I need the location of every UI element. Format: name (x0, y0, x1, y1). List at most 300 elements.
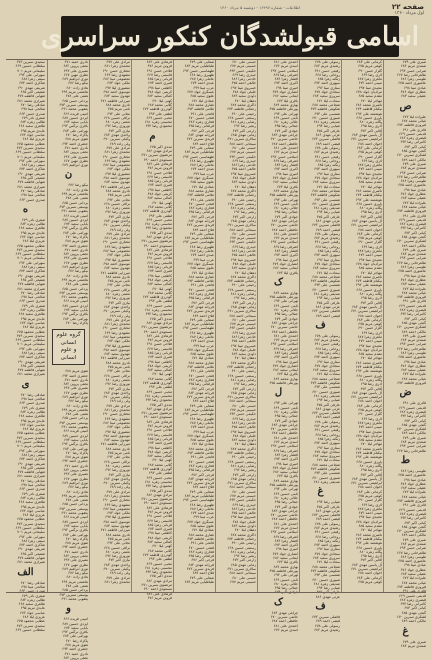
name-entry: امیری مینا ۶۹۸ (275, 257, 298, 262)
name-entry: مرادی مهدی ۶۸۶ (146, 578, 172, 583)
name-entry: انصاری جواد ۶۷۹ (272, 551, 298, 556)
name-entry: خسروی مینا ۶۹۷ (230, 171, 256, 176)
name-entry: فاتحی علی ۶۹۱ (190, 369, 214, 374)
name-entry: قادری علی ۶۹۱ (402, 127, 426, 132)
name-entry: فاضلی نسرین ۶۷۲ (311, 411, 340, 416)
name-entry: محبی حسین ۶۶۹ (146, 303, 172, 308)
name-entry: مرتضوی نسرین ۶۷۱ (141, 239, 172, 244)
name-entry: مختاری حسن ۶۹۰ (102, 498, 130, 503)
name-entry: کرمانی علی ۶۸۳ (356, 575, 382, 580)
name-entry: طهماسبی حسن ۶۹۲ (182, 240, 214, 245)
name-entry: شیرازی محمد ۶۸۱ (17, 474, 45, 479)
name-entry: حسنی علی ۶۸۰ (232, 489, 256, 494)
name-entry: حکیمی حسن ۶۹۳ (229, 412, 256, 417)
name-entry: عاشوری احمد ۶۷۵ (398, 183, 426, 188)
name-entry: کمالی سعید ۶۸۴ (147, 282, 172, 287)
name-entry: سالاری نسرین ۶۷۱ (227, 309, 256, 314)
name-entry: مرادی علی ۶۷۷ (106, 145, 130, 150)
name-entry: زارعی اکبر ۶۷۳ (232, 300, 256, 305)
name-entry: پورعلی فاطمه ۶۷۵ (269, 568, 298, 573)
name-entry: فریدی نسرین ۶۷۲ (186, 567, 214, 572)
name-entry: کرمانی علی ۶۸۳ (356, 489, 382, 494)
name-entry: سیفی زهرا ۶۸۸ (21, 163, 45, 168)
name-entry: یگانه زهره ۶۸۰ (359, 377, 382, 382)
name-entry: بهرامی علی ۶۸۳ (63, 446, 88, 451)
name-entry: منصوری لیلا ۶۹۷ (105, 515, 130, 520)
name-entry: شجاعی محمد ۶۸۸ (312, 376, 340, 381)
name-column (49, 60, 88, 660)
name-entry: ولی زاده ۶۸۹ (109, 141, 130, 146)
name-entry: باقری نرگس ۶۹۲ (62, 124, 88, 129)
name-entry: موسوی احمد ۶۷۸ (103, 519, 130, 524)
name-entry: کاظمی مینا ۶۹۸ (147, 273, 172, 278)
name-entry: دهقان لیلا ۶۷۰ (234, 442, 256, 447)
group-label-line: انسانی (60, 339, 77, 346)
name-entry: سجادی جواد ۶۷۷ (314, 363, 340, 368)
name-entry: شفیعی اکبر ۶۶۵ (20, 90, 45, 95)
name-entry: عبدی احمد ۶۷۴ (190, 511, 214, 516)
name-entry: عبادی مینا ۶۹۸ (403, 85, 426, 90)
name-entry: قربانی زهرا ۶۸۵ (147, 179, 172, 184)
name-entry: عباسی جواد ۶۷۲ (19, 610, 45, 615)
name-entry: گلزار حسن ۶۹۰ (358, 240, 382, 245)
name-entry: نیازی اکبر ۶۷۴ (108, 472, 130, 477)
name-entry: غفاری محمد ۶۸۸ (188, 102, 214, 107)
name-entry: کامرانی رضا ۶۹۴ (400, 312, 426, 317)
name-entry: اخوان احمد ۶۸۸ (358, 571, 382, 576)
name-entry: کاظمی مینا ۶۹۸ (147, 187, 172, 192)
name-entry: نظری مهین ۶۶۷ (63, 158, 88, 163)
name-entry: پاکزاد رضا ۶۷۰ (65, 320, 88, 325)
name-entry: جمالی رضا ۶۹۵ (274, 414, 298, 419)
name-entry: هاشمی مریم ۶۹۹ (61, 277, 88, 282)
name-entry: حیدری رضا ۶۶۹ (232, 330, 256, 335)
name-entry: ولی زاده ۶۸۹ (109, 227, 130, 232)
name-entry: جمالی رضا ۶۹۵ (274, 500, 298, 505)
name-entry: خادمی زهرا ۶۸۶ (231, 163, 256, 168)
name-entry: رحیمی علی ۶۹۰ (231, 283, 256, 288)
name-entry: شاکری احمد ۶۷۴ (19, 269, 45, 274)
name-entry: رسولی علی ۶۷۸ (314, 145, 340, 150)
name-entry: نجفی پروین ۶۸۲ (63, 655, 88, 660)
name-entry: سیفی زهرا ۶۸۸ (21, 452, 45, 457)
name-entry: روحانی رضا ۶۶۸ (315, 158, 340, 163)
name-entry: نصیری علی ۶۹۳ (63, 256, 88, 261)
name-entry: فرهادی علی ۶۸۲ (146, 419, 172, 424)
name-entry: همتی علی ۶۷۸ (65, 498, 88, 503)
name-entry: مقدم سعید ۶۸۵ (358, 524, 382, 529)
name-entry: رضایی زهره ۶۸۱ (230, 206, 256, 211)
page-date: اول مرداد ۱۳۶۰ (394, 11, 424, 16)
name-entry: فخاری زهره ۶۸۲ (188, 549, 214, 554)
name-entry: ملکی جواد ۶۷۳ (107, 425, 130, 430)
name-entry: اخوان احمد ۶۸۸ (358, 399, 382, 404)
name-entry: گنجی مهدی ۶۸۵ (401, 320, 426, 325)
name-entry: سبحانی احمد ۶۸۸ (229, 313, 256, 318)
name-entry: اسدی مریم ۶۷۶ (273, 627, 298, 632)
name-entry: رشیدی مریم ۶۸۲ (314, 424, 340, 429)
name-entry: بهاری محمد ۶۸۹ (273, 564, 298, 569)
name-entry: عبادی مینا ۶۹۸ (403, 273, 426, 278)
name-entry: طهماسبی حسن ۶۹۲ (182, 68, 214, 73)
name-entry: عطاری جواد ۶۷۶ (400, 277, 426, 282)
name-entry: حسنی علی ۶۸۰ (232, 231, 256, 236)
name-entry: طالبی زهره ۶۸۴ (20, 495, 45, 500)
name-entry: ایمانی سعید ۶۸۶ (273, 94, 298, 99)
name-entry: نیکنام فاطمه ۶۷۴ (355, 279, 382, 284)
header-meta-line: اطلاعات - شماره ۱۶۴۹۷ - دوشنبه ۵ مرداد ۱۳۶۰ (219, 5, 301, 10)
name-entry: ماهری زهرا ۶۸۷ (357, 335, 382, 339)
name-entry: بابایی سعید ۶۷۴ (64, 625, 88, 630)
name-entry: یاوری حسین ۶۶۸ (356, 201, 382, 206)
name-entry: صدیقی زهره ۶۸۱ (313, 393, 340, 398)
name-entry: بهرامی علی ۶۸۳ (63, 230, 88, 235)
name-entry: علیزاده لیلا ۶۷۲ (402, 114, 426, 119)
name-entry: ناصری محمد ۶۸۶ (355, 446, 382, 451)
name-entry: تقوی مریم ۶۸۸ (65, 455, 88, 460)
name-entry: یاوری حسین ۶۶۸ (356, 459, 382, 464)
name-entry: محمودی رضا ۶۹۴ (145, 124, 172, 129)
name-entry: دهقان لیلا ۶۷۰ (234, 528, 256, 533)
name-entry: فروتن مریم ۶۷۶ (147, 338, 172, 343)
name-entry: وکیلی نسرین ۶۷۰ (103, 137, 130, 142)
name-entry: نیکنام فاطمه ۶۷۴ (355, 193, 382, 198)
name-entry: مددی اکبر ۶۷۵ (149, 402, 172, 407)
name-entry: اخوان احمد ۶۸۸ (358, 141, 382, 146)
name-entry: سجادی جواد ۶۷۷ (314, 90, 340, 95)
name-entry: مهاجر لیلا ۶۷۰ (360, 270, 382, 275)
name-entry: قادری علی ۶۹۱ (402, 213, 426, 218)
name-entry: نصیری علی ۶۹۳ (63, 386, 88, 391)
name-entry: معصومی مینا ۶۸۶ (103, 506, 130, 511)
name-entry: صدیقی زهره ۶۸۱ (313, 206, 340, 211)
name-entry: نوروزی رضا ۶۹۶ (105, 296, 130, 301)
name-entry: هوشمند علی ۶۹۲ (355, 283, 382, 288)
name-entry: یزدانی حسن ۶۸۵ (62, 98, 88, 103)
name-entry: معصومی مینا ۶۸۶ (103, 420, 130, 425)
name-entry: کامرانی رضا ۶۹۴ (400, 516, 426, 521)
column-divider (299, 60, 300, 592)
name-entry: سیفی زهرا ۶۸۸ (21, 265, 45, 270)
name-entry: فیضی احمد ۶۸۹ (315, 227, 340, 232)
name-entry: امینی فریده ۶۶۶ (63, 111, 88, 116)
name-entry: جعفری احمد ۶۹۴ (62, 243, 88, 248)
name-entry: شجاعی محمد ۶۸۸ (312, 188, 340, 193)
name-entry: صبری علی ۶۷۹ (402, 537, 426, 542)
name-entry: طاهرخانی رضا ۶۶۷ (396, 174, 426, 179)
name-entry: شریفی مهدی ۶۹۰ (17, 273, 45, 278)
name-entry: گودرزی فاطمه ۶۷۲ (142, 295, 172, 300)
name-entry: همتی علی ۶۷۸ (65, 282, 88, 287)
name-entry: نوروزی رضا ۶۹۶ (105, 210, 130, 215)
name-entry: ناصری محمد ۶۸۶ (355, 360, 382, 365)
name-entry: لطفی علی ۶۹۳ (148, 111, 172, 116)
name-entry: نعمتی زهره ۶۸۰ (105, 377, 130, 382)
name-entry: هاشمی مریم ۶۹۹ (61, 90, 88, 95)
name-entry: باقری لیلا ۶۷۲ (276, 372, 298, 377)
name-entry: شهابی فاطمه ۶۷۷ (17, 180, 45, 185)
name-entry: فراهانی رضا ۶۹۵ (188, 210, 214, 215)
name-entry: مسعودی احمد ۶۹۰ (143, 587, 172, 592)
name-entry: عزیزی لیلا ۶۸۶ (22, 239, 45, 244)
name-entry: اشرفی رضا ۶۶۷ (273, 448, 298, 453)
name-entry: عمادی لیلا ۶۷۱ (191, 270, 214, 275)
name-entry: رحمانی فاطمه ۶۷۴ (227, 451, 256, 456)
name-entry: مجیدی مینا ۶۹۷ (358, 85, 382, 90)
name-entry: فتحی حسین ۶۷۰ (188, 545, 214, 550)
name-entry: سعیدی نسرین ۶۷۳ (16, 60, 45, 64)
name-entry: طاهری سعید ۶۶۸ (18, 226, 45, 231)
name-entry: کوهی مریم ۶۷۵ (358, 579, 382, 584)
name-entry: گنجی مهدی ۶۸۵ (401, 610, 426, 615)
name-entry: باقری لیلا ۶۷۲ (276, 184, 298, 189)
name-entry: فیروزی فاطمه ۶۷۴ (397, 295, 426, 300)
name-entry: فلاح احمد ۶۸۹ (192, 227, 214, 232)
name-entry: نعمتی زهره ۶۸۰ (105, 206, 130, 211)
name-entry: محبی حسین ۶۶۹ (146, 389, 172, 394)
name-entry: طهماسبی حسن ۶۹۲ (182, 412, 214, 417)
name-entry: فلاح احمد ۶۸۹ (192, 313, 214, 318)
name-entry: محمودی رضا ۶۹۴ (145, 398, 172, 403)
name-entry: بهاری محمد ۶۸۹ (273, 188, 298, 193)
name-entry: سلطانی حسین ۶۶۹ (15, 150, 45, 155)
name-entry: نوری ابراهیم ۶۸۹ (62, 395, 88, 399)
name-entry: قدیمی حسین ۶۶۹ (398, 507, 426, 512)
name-entry: زنگنه زهرا ۶۸۵ (317, 249, 340, 254)
name-entry: واحدی مهدی ۶۸۳ (103, 562, 130, 567)
name-entry: امینی فریده ۶۶۶ (63, 617, 88, 622)
name-entry: واحدی مهدی ۶۸۳ (103, 390, 130, 395)
name-entry: مقدم سعید ۶۸۵ (358, 180, 382, 185)
name-entry: غیاثی محمد ۶۸۷ (401, 376, 426, 381)
name-entry: عاشوری احمد ۶۷۵ (398, 559, 426, 564)
name-entry: فیروزی فاطمه ۶۷۴ (397, 209, 426, 214)
name-entry: شریفی مهدی ۶۹۰ (17, 359, 45, 364)
name-entry: میرزایی فاطمه ۶۷۱ (100, 356, 130, 361)
name-column (301, 60, 340, 632)
name-entry: محسنی زهره ۶۸۱ (144, 565, 172, 570)
name-entry: شکوهی فاطمه ۶۷۳ (310, 193, 340, 198)
name-entry: نادری حمید ۶۷۱ (64, 463, 88, 468)
name-entry: شیرازی محمد ۶۸۱ (17, 98, 45, 103)
name-entry: آقایی اکبر ۶۷۳ (360, 472, 382, 477)
name-entry: مبینی احمد ۶۷۲ (358, 81, 382, 86)
name-entry: فاتحی علی ۶۹۱ (190, 283, 214, 288)
name-entry: فریدی نسرین ۶۷۲ (186, 481, 214, 486)
name-entry: عاملی زهرا ۶۸۷ (189, 335, 214, 339)
name-entry: ستاری مینا ۶۹۶ (316, 85, 340, 90)
name-entry: صبوری حسین ۶۷۰ (312, 475, 340, 480)
name-entry: کریمی جواد ۶۷۸ (147, 535, 172, 540)
name-entry: منصوری لیلا ۶۹۷ (105, 343, 130, 348)
name-entry: مشهدی رضا ۶۶۹ (104, 502, 130, 507)
name-entry: سهرابی علی ۶۹۲ (18, 260, 45, 265)
name-entry: کوهی مریم ۶۷۵ (358, 322, 382, 327)
name-entry: مسعودی احمد ۶۹۰ (143, 501, 172, 506)
name-entry: نیکنام فاطمه ۶۷۴ (355, 451, 382, 456)
name-entry: همتی علی ۶۷۸ (65, 584, 88, 589)
name-entry: فرجی اکبر ۶۷۶ (191, 558, 214, 563)
name-entry: اسلامی حسن ۶۹۲ (270, 154, 298, 159)
name-entry: رحیمی علی ۶۹۰ (231, 455, 256, 460)
name-entry: لاری رضا ۶۶۹ (361, 330, 382, 335)
name-entry: سهرابی علی ۶۹۲ (18, 448, 45, 453)
name-entry: نظری مهین ۶۶۷ (63, 562, 88, 567)
name-column (385, 60, 426, 648)
name-entry: شمسی علی ۶۹۳ (314, 197, 340, 202)
name-entry: مهاجر لیلا ۶۷۰ (360, 184, 382, 189)
name-entry: مختاری حسن ۶۹۰ (102, 68, 130, 73)
name-entry: باقری لیلا ۶۷۲ (276, 98, 298, 103)
name-entry: علوی سعید ۶۸۵ (190, 94, 214, 99)
name-entry: آقایی اکبر ۶۷۳ (360, 214, 382, 219)
name-entry: نادری محمد ۶۸۸ (105, 102, 130, 107)
name-entry: صفایی علی ۶۷۹ (189, 317, 214, 322)
name-entry: حیدری رضا ۶۶۹ (232, 416, 256, 421)
name-entry: روحانی رضا ۶۶۸ (315, 72, 340, 77)
name-entry: دهقان لیلا ۶۷۰ (234, 270, 256, 275)
name-entry: لطفی علی ۶۹۳ (148, 299, 172, 304)
name-entry: گنجی مهدی ۶۸۵ (401, 422, 426, 427)
name-entry: پاکزاد رضا ۶۷۰ (65, 133, 88, 138)
name-entry: آل یاسین مهدی ۶۸۴ (351, 218, 382, 223)
name-entry: غلامی فاطمه ۶۷۳ (187, 451, 214, 456)
name-entry: یگانه زهره ۶۸۰ (359, 206, 382, 211)
name-entry: نوری ابراهیم ۶۸۹ (62, 163, 88, 168)
name-entry: قاسمی رضا ۶۶۷ (147, 72, 172, 77)
name-entry: صبوری حسین ۶۷۰ (312, 287, 340, 292)
name-entry: زارعی اکبر ۶۷۳ (232, 386, 256, 391)
name-entry: افشار زهرا ۶۸۴ (274, 452, 298, 457)
name-entry: مرادیان جواد ۶۷۸ (356, 433, 382, 438)
name-entry: لاری رضا ۶۶۹ (361, 416, 382, 421)
name-entry: مسعودی احمد ۶۹۰ (143, 157, 172, 162)
name-entry: کمالی سعید ۶۸۴ (147, 540, 172, 545)
name-entry: کامرانی رضا ۶۹۴ (400, 414, 426, 419)
name-entry: فرجی اکبر ۶۷۶ (191, 472, 214, 477)
name-entry: احمدی علی ۶۸۱ (273, 521, 298, 526)
name-entry: سجادی جواد ۶۷۷ (314, 551, 340, 556)
name-entry: صفری نادر ۶۷۹ (21, 491, 45, 496)
name-entry: یوسفی نسرین ۶۷۳ (59, 102, 88, 107)
name-entry: رسولی علی ۶۷۸ (314, 60, 340, 64)
name-entry: صبری علی ۶۷۹ (402, 60, 426, 64)
name-entry: عزتی مهدی ۶۸۶ (315, 594, 340, 599)
name-entry: اکبری احمد ۶۷۳ (274, 457, 298, 462)
name-entry: مسعودی احمد ۶۹۰ (143, 415, 172, 420)
name-entry: عباسی جواد ۶۷۲ (19, 508, 45, 513)
name-entry: عاشوری احمد ۶۷۵ (398, 269, 426, 274)
group-label-box (52, 329, 85, 365)
name-entry: ظهیری رضا ۶۶۸ (189, 330, 214, 335)
name-entry: لطفی علی ۶۹۳ (148, 213, 172, 218)
name-entry: تقوی مریم ۶۸۸ (65, 239, 88, 244)
name-entry: قاسمی رضا ۶۶۷ (147, 518, 172, 523)
name-entry: یگانه زهره ۶۸۰ (359, 549, 382, 554)
name-entry: ضرابی حسن ۶۹۳ (399, 170, 426, 175)
name-entry: شریفی مهدی ۶۹۰ (17, 171, 45, 176)
name-entry: عارفی اکبر ۶۷۵ (316, 402, 340, 407)
name-entry: عزتی مهدی ۶۸۶ (315, 133, 340, 138)
name-entry: زنگنه زهرا ۶۸۵ (317, 77, 340, 82)
name-entry: فاضلی نسرین ۶۷۲ (311, 513, 340, 518)
name-entry: صدیقی زهره ۶۸۱ (313, 120, 340, 125)
name-entry: نیکو رضا ۶۷۶ (68, 571, 88, 576)
name-entry: کمالی سعید ۶۸۴ (147, 94, 172, 99)
name-entry: صمدی مریم ۶۸۴ (400, 541, 426, 546)
name-entry: غفاری محمد ۶۸۸ (188, 446, 214, 451)
name-entry: عسگری جواد ۶۷۷ (187, 261, 214, 266)
name-entry: عاملی زهرا ۶۸۷ (189, 249, 214, 254)
name-entry: حافظی احمد ۶۸۷ (271, 141, 298, 146)
name-entry: میرزایی فاطمه ۶۷۱ (100, 270, 130, 275)
name-entry: همتی علی ۶۷۸ (65, 196, 88, 201)
name-entry: نجاتی علی ۶۹۲ (107, 197, 130, 202)
name-entry: ولی زاده ۶۸۹ (109, 399, 130, 404)
name-entry: امیری مینا ۶۹۸ (275, 171, 298, 176)
name-entry: ستاری مینا ۶۹۶ (316, 257, 340, 262)
name-entry: فلاحی حسن ۶۹۱ (146, 256, 172, 261)
name-entry: مبینی احمد ۶۷۲ (358, 339, 382, 344)
name-entry: جعفری احمد ۶۹۴ (62, 459, 88, 464)
name-entry: تقوی مریم ۶۸۸ (65, 369, 88, 374)
name-entry: اسدی مریم ۶۷۶ (273, 525, 298, 530)
name-entry: بهاری محمد ۶۸۹ (273, 376, 298, 381)
name-entry: حسینی مریم ۶۷۷ (230, 579, 256, 584)
name-entry: تقوی مریم ۶۸۸ (65, 643, 88, 648)
name-entry: کیانی اکبر ۶۷۳ (404, 316, 426, 321)
name-entry: تهرانی علی ۶۹۴ (273, 573, 298, 578)
name-entry: عارفی اکبر ۶۷۵ (316, 214, 340, 219)
name-entry: ولی زاده ۶۸۹ (109, 485, 130, 490)
name-entry: رستمی حسین ۶۶۸ (227, 287, 256, 292)
name-entry: صدری حسن ۶۶۳ (19, 299, 45, 304)
name-entry: عزیزی لیلا ۶۸۶ (22, 325, 45, 330)
name-entry: سعیدی نسرین ۶۷۳ (16, 333, 45, 338)
name-entry: گلابی محمد ۶۸۷ (147, 462, 172, 467)
name-entry: همتی علی ۶۷۸ (65, 94, 88, 99)
name-entry: بهرامی علی ۶۸۳ (63, 532, 88, 537)
name-entry: شاکری احمد ۶۷۴ (19, 457, 45, 462)
name-entry: مرادی مهدی ۶۸۶ (146, 320, 172, 325)
name-entry: محمدی زهرا ۶۸۱ (104, 408, 130, 413)
name-entry: ابراهیمی نسرین ۶۷۱ (350, 481, 382, 486)
name-entry: امیری مینا ۶۹۸ (275, 547, 298, 552)
name-entry: صمدی مریم ۶۸۴ (400, 338, 426, 343)
name-entry: گلزار حسن ۶۹۰ (358, 412, 382, 417)
name-entry: عزتی مهدی ۶۸۶ (315, 304, 340, 309)
name-entry: رضایی زهره ۶۸۱ (230, 377, 256, 382)
name-entry: رستمی حسین ۶۶۸ (227, 459, 256, 464)
name-entry: ظهیری رضا ۶۶۸ (189, 244, 214, 249)
name-entry: شهابی فاطمه ۶۷۷ (17, 368, 45, 373)
name-entry: سعیدی نسرین ۶۷۳ (16, 521, 45, 526)
name-entry: فرزانه مهدی ۶۸۴ (188, 476, 214, 481)
name-entry: مرادی علی ۶۷۷ (106, 60, 130, 64)
name-entry: صبری علی ۶۷۹ (402, 161, 426, 166)
name-entry: شیرازی محمد ۶۸۱ (17, 184, 45, 189)
name-entry: افشار زهرا ۶۸۴ (274, 77, 298, 82)
name-entry: عاشوری احمد ۶۷۵ (398, 355, 426, 360)
name-entry: نوروزی رضا ۶۹۶ (105, 468, 130, 473)
name-entry: نیکو رضا ۶۷۶ (68, 269, 88, 274)
name-entry: علوی سعید ۶۸۵ (190, 524, 214, 529)
name-entry: شفیعی اکبر ۶۶۵ (20, 176, 45, 181)
name-entry: گودرزی فاطمه ۶۷۲ (142, 209, 172, 214)
name-entry: عبدی احمد ۶۷۴ (190, 253, 214, 258)
name-entry: یعقوبی محمد ۶۹۱ (61, 209, 88, 214)
name-entry: رسولی علی ۶۷۸ (314, 623, 340, 628)
